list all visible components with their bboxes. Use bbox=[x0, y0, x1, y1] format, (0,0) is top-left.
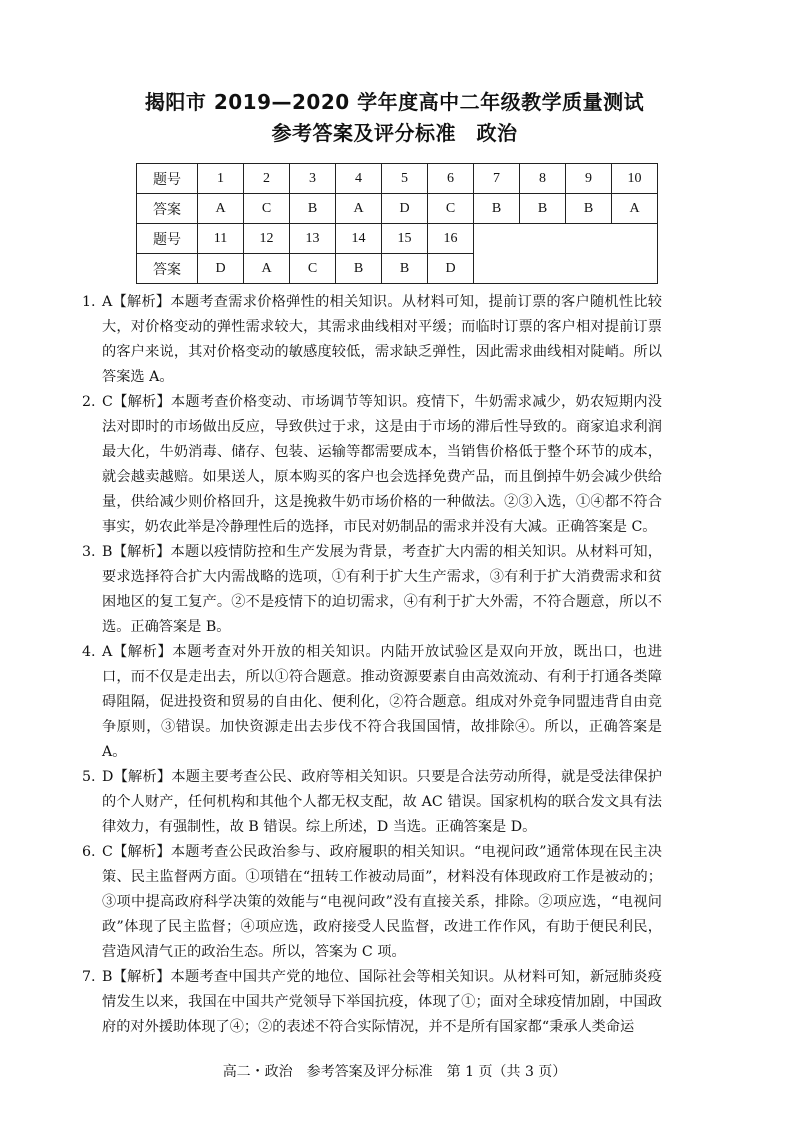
explanation-item bbox=[82, 640, 662, 765]
item-number: 6. bbox=[82, 844, 96, 860]
question-number: 13 bbox=[290, 224, 336, 254]
answer-table-row bbox=[137, 224, 658, 254]
item-text: B【解析】本题考查中国共产党的地位、国际社会等相关知识。从材料可知，新冠肺炎疫情发生以来，我国在中国共产党领导下举国抗疫，体现了①；面对全球疫情加剧，中国政府的对外援助体现了④；②的表述不符合实际情况，并不是所有国家都“秉承人类命运 bbox=[102, 969, 662, 1035]
question-number: 12 bbox=[244, 224, 290, 254]
question-number: 9 bbox=[566, 164, 612, 194]
item-number: 1. bbox=[82, 294, 96, 310]
answer-cell: B bbox=[336, 254, 382, 284]
question-number: 8 bbox=[520, 164, 566, 194]
item-text: B【解析】本题以疫情防控和生产发展为背景，考查扩大内需的相关知识。从材料可知，要求选择符合扩大内需战略的选项，①有利于扩大生产需求，③有利于扩大消费需求和贫困地区的复工复产。②不是疫情下的迫切需求，④有利于扩大外需，不符合题意，所以不选。正确答案是 B。 bbox=[102, 544, 662, 635]
item-text: C【解析】本题考查价格变动、市场调节等知识。疫情下，牛奶需求减少，奶农短期内没法对即时的市场做出反应，导致供过于求，这是由于市场的滞后性导致的。商家追求利润最大化，牛奶消毒、储存、包装、运输等都需要成本，当销售价格低于整个环节的成本，就会越卖越赔。如果送人，原本购买的客户也会选择免费产品，而且倒掉牛奶会减少供给量，供给减少则价格回升，这是挽救牛奶市场价格的一种做法。②③入选，①④都不符合事实，奶农此举是冷静理性后的选择，市民对奶制品的需求并没有大减。正确答案是 C。 bbox=[102, 394, 662, 535]
answer-cell: B bbox=[520, 194, 566, 224]
page-footer: 高二・政治 参考答案及评分标准 第 1 页（共 3 页） bbox=[222, 1064, 567, 1080]
item-number: 4. bbox=[82, 644, 96, 660]
item-number: 5. bbox=[82, 769, 96, 785]
explanation-item bbox=[82, 540, 662, 640]
answer-cell: A bbox=[244, 254, 290, 284]
document-subtitle: 参考答案及评分标准 政治 bbox=[271, 121, 518, 145]
item-number: 7. bbox=[82, 969, 96, 985]
empty-cell bbox=[474, 224, 658, 284]
item-number: 3. bbox=[82, 544, 96, 560]
item-text: D【解析】本题主要考查公民、政府等相关知识。只要是合法劳动所得，就是受法律保护的个人财产，任何机构和其他个人都无权支配，故 AC 错误。国家机构的联合发文具有法律效力，有强制性，故 B 错误。综上所述，D 当选。正确答案是 D。 bbox=[102, 769, 662, 835]
question-number: 5 bbox=[382, 164, 428, 194]
explanation-item bbox=[82, 840, 662, 965]
answer-cell: D bbox=[198, 254, 244, 284]
question-number: 16 bbox=[428, 224, 474, 254]
row-label: 答案 bbox=[137, 254, 198, 284]
question-number: 11 bbox=[198, 224, 244, 254]
answer-table-row bbox=[137, 194, 658, 224]
question-number: 2 bbox=[244, 164, 290, 194]
explanation-item bbox=[82, 765, 662, 840]
question-number: 7 bbox=[474, 164, 520, 194]
item-text: A【解析】本题考查需求价格弹性的相关知识。从材料可知，提前订票的客户随机性比较大，对价格变动的弹性需求较大，其需求曲线相对平缓；而临时订票的客户相对提前订票的客户来说，其对价格变动的敏感度较低，需求缺乏弹性，因此需求曲线相对陡峭。所以答案选 A。 bbox=[102, 294, 662, 385]
question-number: 1 bbox=[198, 164, 244, 194]
explanation-item bbox=[82, 390, 662, 540]
answer-cell: C bbox=[290, 254, 336, 284]
explanation-item bbox=[82, 290, 662, 390]
answer-cell: B bbox=[566, 194, 612, 224]
answer-cell: A bbox=[198, 194, 244, 224]
row-label: 题号 bbox=[137, 164, 198, 194]
answer-cell: B bbox=[290, 194, 336, 224]
row-label: 答案 bbox=[137, 194, 198, 224]
row-label: 题号 bbox=[137, 224, 198, 254]
question-number: 6 bbox=[428, 164, 474, 194]
answer-cell: A bbox=[336, 194, 382, 224]
question-number: 4 bbox=[336, 164, 382, 194]
explanation-list bbox=[82, 290, 662, 1040]
item-text: C【解析】本题考查公民政治参与、政府履职的相关知识。“电视问政”通常体现在民主决策、民主监督两方面。①项错在“扭转工作被动局面”，材料没有体现政府工作是被动的；③项中提高政府科学决策的效能与“电视问政”没有直接关系，排除。②项应选，“电视问政”体现了民主监督；④项应选，政府接受人民监督，改进工作作风，有助于便民利民，营造风清气正的政治生态。所以，答案为 C 项。 bbox=[102, 844, 662, 960]
answer-table-row bbox=[137, 164, 658, 194]
question-number: 15 bbox=[382, 224, 428, 254]
question-number: 3 bbox=[290, 164, 336, 194]
answer-cell: C bbox=[428, 194, 474, 224]
answer-cell: A bbox=[612, 194, 658, 224]
answer-cell: D bbox=[382, 194, 428, 224]
answer-cell: C bbox=[244, 194, 290, 224]
answer-table bbox=[136, 163, 658, 284]
answer-cell: B bbox=[382, 254, 428, 284]
item-number: 2. bbox=[82, 394, 96, 410]
item-text: A【解析】本题考查对外开放的相关知识。内陆开放试验区是双向开放，既出口，也进口，而不仅是走出去，所以①符合题意。推动资源要素自由高效流动、有利于打通各类障碍阻隔，促进投资和贸易的自由化、便利化，②符合题意。组成对外竞争同盟违背自由竞争原则，③错误。加快资源走出去步伐不符合我国国情，故排除④。所以，正确答案是 A。 bbox=[102, 644, 662, 760]
answer-cell: B bbox=[474, 194, 520, 224]
question-number: 10 bbox=[612, 164, 658, 194]
answer-cell: D bbox=[428, 254, 474, 284]
question-number: 14 bbox=[336, 224, 382, 254]
explanation-item bbox=[82, 965, 662, 1040]
document-title: 揭阳市 2019—2020 学年度高中二年级教学质量测试 bbox=[144, 90, 645, 114]
